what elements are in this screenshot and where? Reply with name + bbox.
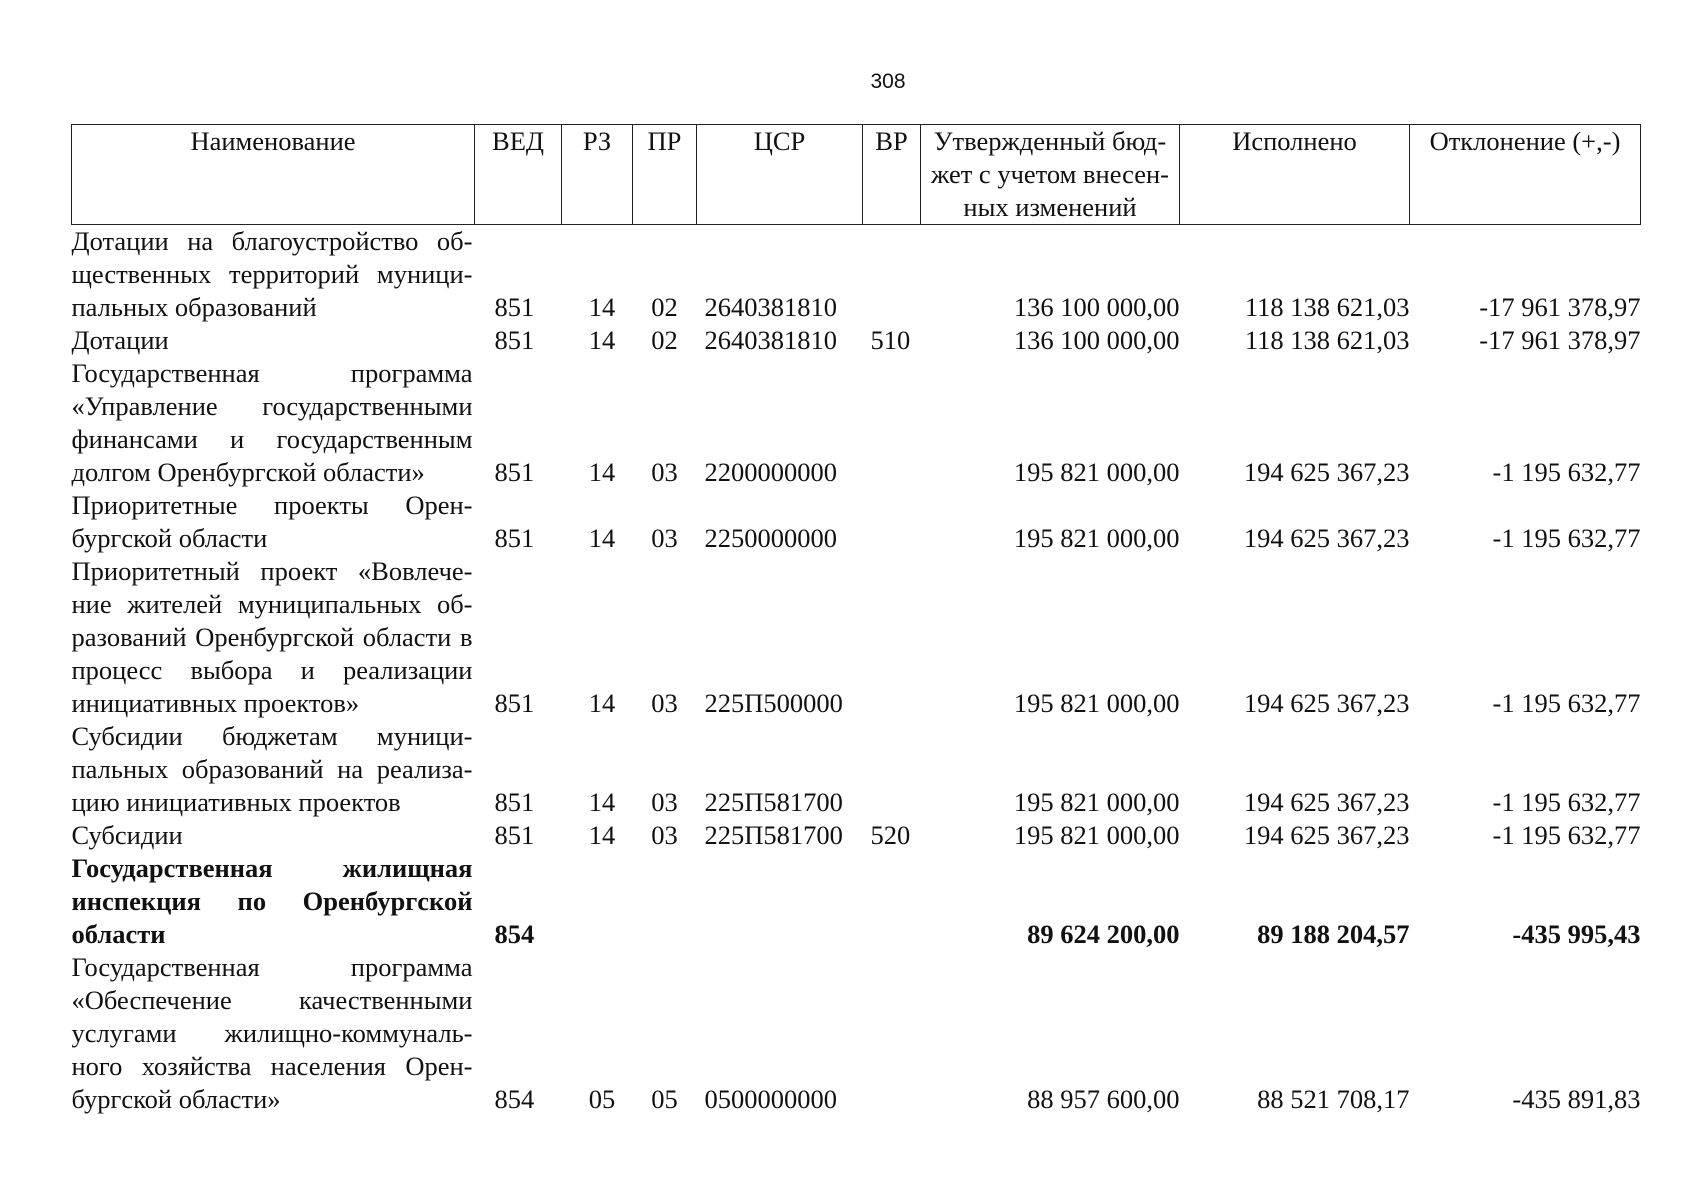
- row-ved: 851: [494, 457, 535, 487]
- row-deviation: -1 195 632,77: [1492, 688, 1641, 718]
- row-executed: 194 625 367,23: [1243, 457, 1410, 487]
- row-approved: 136 100 000,00: [1013, 292, 1180, 322]
- row-executed: 118 138 621,03: [1244, 325, 1410, 355]
- row-name: Субсидии: [71, 820, 183, 850]
- table-header: [72, 125, 1641, 225]
- table-body: [72, 225, 1641, 1117]
- header-vr: ВР: [863, 125, 921, 225]
- row-executed: 194 625 367,23: [1243, 820, 1410, 850]
- row-ved: 854: [494, 919, 535, 949]
- header-rz: РЗ: [562, 125, 633, 225]
- row-ved: 851: [494, 787, 535, 817]
- row-pr: 02: [651, 292, 678, 322]
- row-pr: 03: [651, 523, 678, 553]
- row-pr: 02: [651, 325, 678, 355]
- row-executed: 118 138 621,03: [1244, 292, 1410, 322]
- row-name: Дотации: [71, 325, 169, 355]
- row-approved: 195 821 000,00: [1013, 457, 1180, 487]
- row-deviation: -435 995,43: [1512, 919, 1641, 949]
- row-approved: 195 821 000,00: [1013, 523, 1180, 553]
- row-pr: 03: [651, 457, 678, 487]
- row-rz: [562, 852, 633, 951]
- row-deviation: -17 961 378,97: [1479, 292, 1641, 322]
- row-approved: 136 100 000,00: [1013, 325, 1180, 355]
- row-rz: 14: [588, 523, 616, 553]
- row-ved: 851: [494, 820, 535, 850]
- budget-table: [71, 124, 1641, 1116]
- row-name: Приоритетные проекты Оренбургской области: [71, 490, 473, 553]
- row-name: Приоритетный проект «Вовлечение жителей муниципальных образований Оренбургской области в процесс выбора и реализации инициативных проектов»: [71, 556, 473, 718]
- row-rz: 14: [588, 457, 616, 487]
- row-vr: 510: [870, 325, 911, 355]
- row-csr: 225П581700: [704, 820, 843, 850]
- table-row: [72, 555, 1641, 720]
- row-ved: 851: [494, 325, 535, 355]
- row-rz: 14: [588, 820, 616, 850]
- row-deviation: -17 961 378,97: [1479, 325, 1641, 355]
- row-deviation: -435 891,83: [1512, 1084, 1641, 1114]
- row-name: Дотации на благоустройство общественных территорий муниципальных образований: [71, 226, 473, 322]
- row-csr: [697, 852, 863, 951]
- row-pr: 05: [651, 1084, 678, 1114]
- page-number: 308: [870, 70, 906, 93]
- row-vr: [863, 852, 921, 951]
- row-approved: 88 957 600,00: [1027, 1084, 1180, 1114]
- row-rz: 14: [588, 292, 616, 322]
- table-row: [72, 225, 1641, 325]
- header-executed: Исполнено: [1180, 125, 1410, 225]
- row-csr: 2200000000: [704, 457, 837, 487]
- table-row: [72, 357, 1641, 489]
- header-ved: ВЕД: [475, 125, 562, 225]
- row-vr: [863, 951, 921, 1116]
- row-csr: 2250000000: [704, 523, 837, 553]
- header-approved-budget: Утвержденный бюд-жет с учетом внесен-ных изменений: [921, 125, 1180, 225]
- row-pr: [633, 852, 697, 951]
- row-ved: 854: [494, 1084, 535, 1114]
- row-name: Государственная жилищная инспекция по Оренбургской области: [71, 853, 473, 949]
- header-pr: ПР: [633, 125, 697, 225]
- row-vr: [863, 357, 921, 489]
- row-deviation: -1 195 632,77: [1492, 523, 1641, 553]
- row-vr: [863, 720, 921, 819]
- table-row: [72, 951, 1641, 1116]
- table-row: [72, 489, 1641, 555]
- row-ved: 851: [494, 523, 535, 553]
- row-rz: 05: [588, 1084, 616, 1114]
- row-deviation: -1 195 632,77: [1492, 457, 1641, 487]
- row-approved: 195 821 000,00: [1013, 688, 1180, 718]
- row-pr: 03: [651, 787, 678, 817]
- header-deviation: Отклонение (+,-): [1410, 125, 1641, 225]
- row-csr: 225П581700: [704, 787, 843, 817]
- row-name: Субсидии бюджетам муниципальных образований на реализацию инициативных проектов: [71, 721, 473, 817]
- table-row: [72, 324, 1641, 357]
- row-vr: 520: [870, 820, 911, 850]
- row-executed: 194 625 367,23: [1243, 523, 1410, 553]
- row-approved: 195 821 000,00: [1013, 820, 1180, 850]
- header-name: Наименование: [72, 125, 475, 225]
- row-executed: 89 188 204,57: [1257, 919, 1410, 949]
- row-vr: [863, 489, 921, 555]
- row-deviation: -1 195 632,77: [1492, 820, 1641, 850]
- row-rz: 14: [588, 325, 616, 355]
- row-pr: 03: [651, 688, 678, 718]
- row-rz: 14: [588, 787, 616, 817]
- table-row-department: [72, 852, 1641, 951]
- row-deviation: -1 195 632,77: [1492, 787, 1641, 817]
- header-csr: ЦСР: [697, 125, 863, 225]
- row-vr: [863, 225, 921, 325]
- row-name: Государственная программа «Управление государственными финансами и государственным долгом Оренбургской области»: [71, 358, 473, 487]
- row-ved: 851: [494, 688, 535, 718]
- table-row: [72, 819, 1641, 852]
- row-executed: 194 625 367,23: [1243, 787, 1410, 817]
- row-csr: 2640381810: [704, 325, 837, 355]
- header-row: [72, 125, 1641, 225]
- row-csr: 225П500000: [704, 688, 843, 718]
- row-vr: [863, 555, 921, 720]
- row-csr: 2640381810: [704, 292, 837, 322]
- row-rz: 14: [588, 688, 616, 718]
- row-name: Государственная программа «Обеспечение качественными услугами жилищно-коммунального хозяйства населения Оренбургской области»: [71, 952, 473, 1114]
- table-row: [72, 720, 1641, 819]
- row-pr: 03: [651, 820, 678, 850]
- row-executed: 88 521 708,17: [1257, 1084, 1410, 1114]
- row-approved: 89 624 200,00: [1027, 919, 1180, 949]
- row-csr: 0500000000: [704, 1084, 837, 1114]
- row-ved: 851: [494, 292, 535, 322]
- row-executed: 194 625 367,23: [1243, 688, 1410, 718]
- row-approved: 195 821 000,00: [1013, 787, 1180, 817]
